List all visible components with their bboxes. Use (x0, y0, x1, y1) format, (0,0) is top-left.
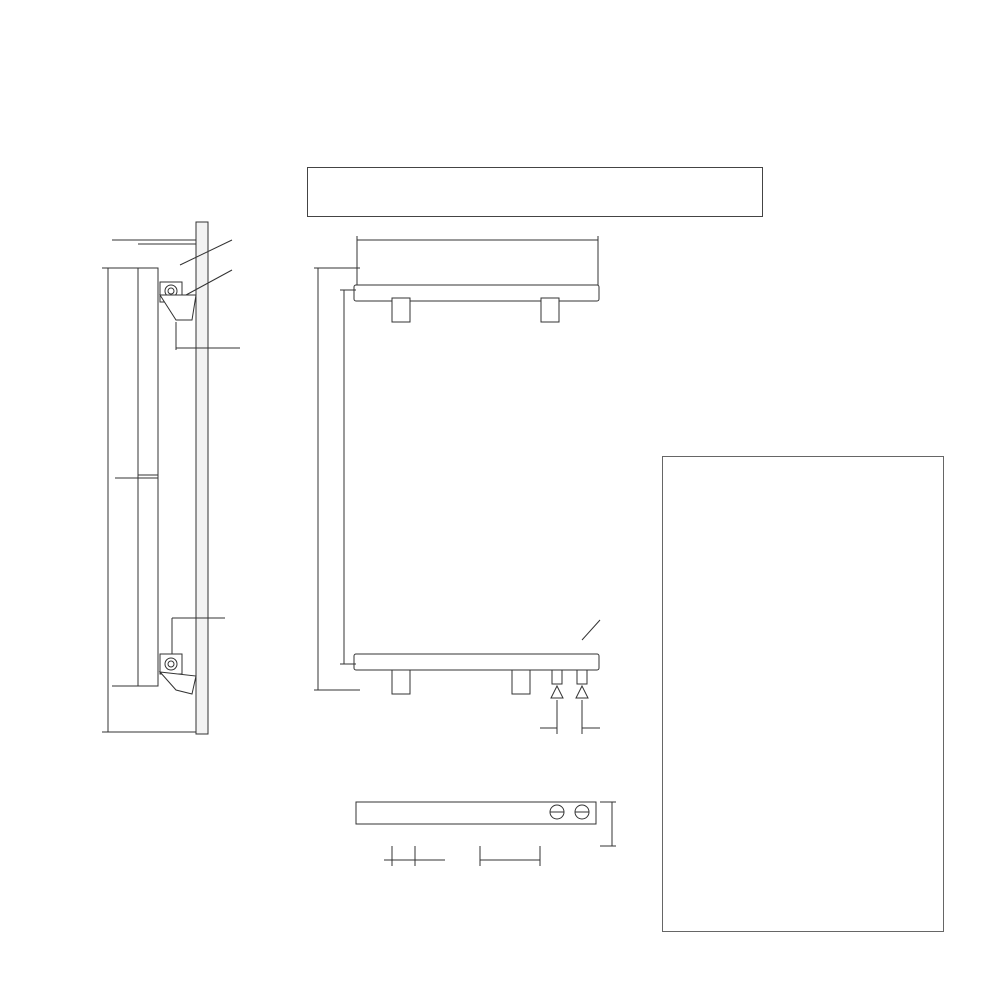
bottom-collector (354, 654, 599, 670)
wall (196, 222, 208, 734)
front-bracket-bottom-left (392, 670, 410, 694)
outlet-arrow-icon (576, 686, 588, 698)
inlet-pipe (552, 670, 562, 684)
top-view (356, 802, 616, 866)
top-collector (354, 285, 599, 301)
front-bracket-top-right (541, 298, 559, 322)
side-radiator-body (138, 268, 158, 686)
bottom-bracket (160, 654, 182, 674)
front-view (314, 236, 600, 734)
side-view (102, 222, 240, 734)
outlet-pipe (577, 670, 587, 684)
inlet-arrow-icon (551, 686, 563, 698)
front-bracket-bottom-right (512, 670, 530, 694)
front-bracket-top-left (392, 298, 410, 322)
